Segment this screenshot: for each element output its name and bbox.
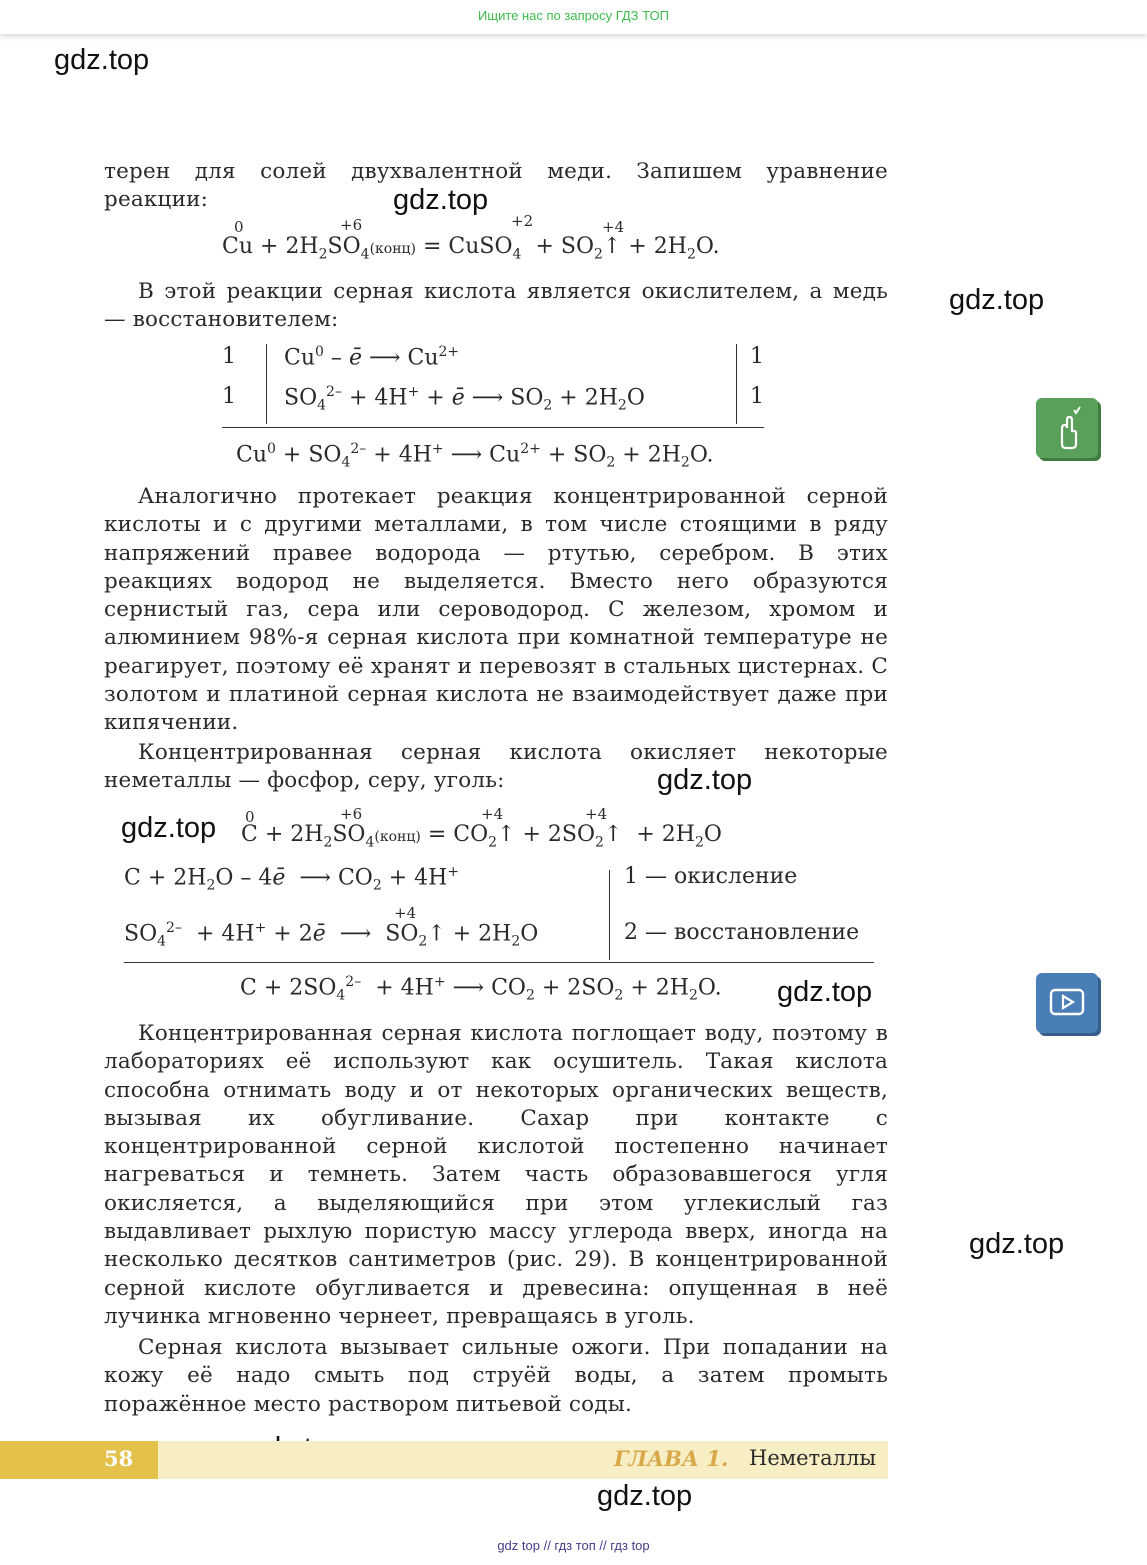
paragraph-nonmetals: Концентрированная серная кислота окисляет некоторые неметаллы — фосфор, серу, уголь:: [104, 740, 888, 794]
paragraph-intro: терен для солей двухвалентной меди. Запишем уравнение реакции:: [104, 159, 888, 213]
banner-text: Ищите нас по запросу ГДЗ ТОП: [478, 8, 669, 23]
ox-state: +4: [585, 805, 608, 823]
ox-state: +6: [340, 216, 363, 234]
watermark: gdz.top: [657, 764, 753, 796]
paragraph-metals: Аналогично протекает реакция концентрированной серной кислоты и с другими металлами, в том числе стоящими в ряду напряжений правее водорода — ртутью, серебром. В этих реакциях водород не выделяется. Вместо него образуются сернистый газ, сера или сероводород. С железом, хромом и алюминием 98%-я серная кислота при комнатной температуре не реагирует, поэтому её хранят и перевозят в стальных цистернах. С золотом и платиной серная кислота не взаимодействует даже при кипячении.: [104, 484, 888, 736]
page-number: 58: [104, 1446, 134, 1471]
page-number-badge: [0, 1441, 158, 1479]
bottom-links[interactable]: gdz top // гдз топ // гдз top: [497, 1538, 650, 1553]
video-button[interactable]: [1036, 973, 1098, 1033]
ox-state: +2: [511, 212, 534, 230]
equation-c-h2so4: $C + 2H_2SO_4(конц)$ = $CO_2↑$ + $2SO_2↑ + 2H_2O$: [241, 822, 722, 851]
chapter-title: Неметаллы: [749, 1446, 877, 1470]
ox-state: 0: [234, 218, 244, 236]
watermark: gdz.top: [597, 1480, 693, 1512]
watermark: gdz.top: [54, 44, 150, 76]
ox-state: +6: [340, 805, 363, 823]
interactive-task-button[interactable]: [1036, 398, 1098, 458]
top-banner: [0, 0, 1147, 34]
watermark: gdz.top: [393, 184, 489, 216]
ox-state: 0: [245, 808, 255, 826]
watermark: gdz.top: [969, 1228, 1065, 1260]
chapter-label: ГЛАВА 1.: [614, 1446, 729, 1471]
paragraph-desiccant: Концентрированная серная кислота поглощает воду, поэтому в лабораториях её используют как осушитель. Такая кислота способна отнимать воду и от некоторых органических веществ, вызывая их обугливание. Сахар при контакте с концентрированной серной кислотой постепенно начинает нагреваться и темнеть. Затем часть образовавшегося угля окисляется, а выделяющийся при этом углекислый газ выдавливает рыхлую пористую массу углерода вверх, иногда на несколько десятков сантиметров (рис. 29). В концентрированной серной кислоте обугливается и древесина: опущенная в неё лучинка мгновенно чернеет, превращаясь в уголь.: [104, 1021, 888, 1329]
equation-cu-h2so4: $Cu + 2H_2SO_4(конц)$ = CuSO$_4$ + $SO_2↑ + 2H_2O$.: [222, 234, 720, 263]
ox-state: +4: [481, 805, 504, 823]
watermark: gdz.top: [121, 812, 217, 844]
ox-state: +4: [602, 218, 625, 236]
paragraph-burns: Серная кислота вызывает сильные ожоги. При попадании на кожу её надо смыть под струёй воды, а затем промыть поражённое место раствором питьевой соды.: [104, 1335, 888, 1417]
watermark: gdz.top: [777, 976, 873, 1008]
paragraph-oxidizer: В этой реакции серная кислота является окислителем, а медь — восстановителем:: [104, 279, 888, 333]
hand-pointer-icon: [1036, 398, 1098, 458]
watermark: gdz.top: [949, 284, 1045, 316]
play-video-icon: [1036, 973, 1098, 1033]
